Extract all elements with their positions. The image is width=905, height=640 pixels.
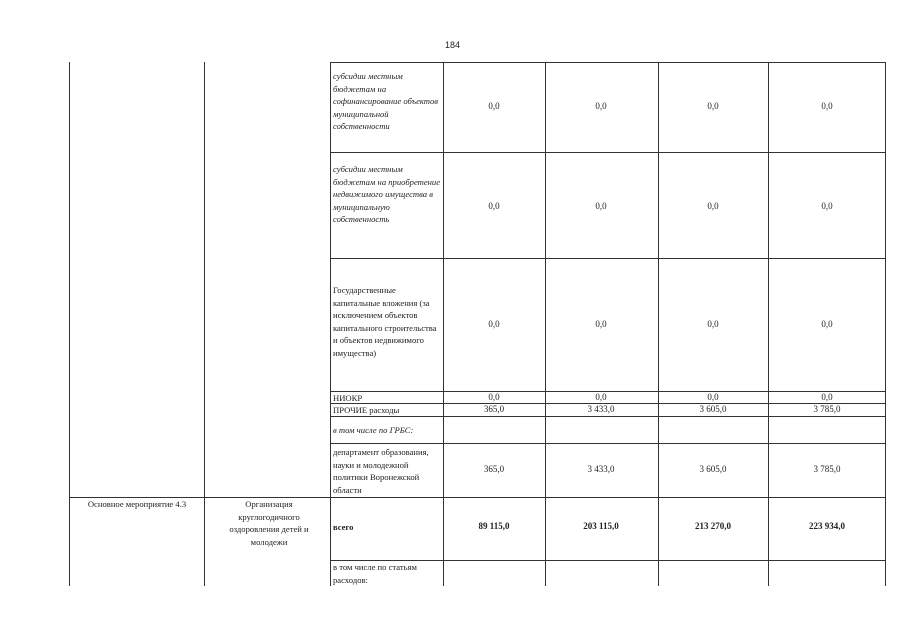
grid-line: [330, 62, 886, 63]
cell-value: 0,0: [707, 201, 719, 211]
cell-value: 0,0: [595, 101, 607, 111]
grid-line: [204, 62, 205, 586]
row-label: в том числе по ГРБС:: [333, 425, 414, 435]
page-number: 184: [444, 40, 461, 50]
cell-value: 0,0: [821, 201, 833, 211]
activity-code: Основное мероприятие 4.3: [87, 499, 187, 509]
cell-value: 0,0: [707, 101, 719, 111]
cell-value: 89 115,0: [478, 521, 510, 531]
grid-line: [330, 258, 886, 259]
row-label: субсидии местным бюджетам на софинансирование объектов муниципальной собственности: [333, 71, 439, 132]
cell-value: 0,0: [707, 392, 719, 402]
cell-value: 0,0: [595, 319, 607, 329]
grid-line: [885, 62, 886, 586]
cell-value: 0,0: [821, 392, 833, 402]
cell-value: 0,0: [595, 201, 607, 211]
cell-value: 203 115,0: [583, 521, 619, 531]
cell-value: 3 605,0: [699, 404, 727, 414]
grid-line: [330, 62, 331, 586]
row-label: ПРОЧИЕ расходы: [333, 405, 400, 415]
cell-value: 0,0: [821, 101, 833, 111]
row-label: в том числе по статьям расходов:: [333, 562, 417, 585]
row-label: субсидии местным бюджетам на приобретение недвижимого имущества в муниципальную собственность: [333, 164, 441, 225]
cell-value: 3 785,0: [813, 464, 841, 474]
row-label: департамент образования, науки и молодежной политики Воронежской области: [333, 447, 429, 495]
grid-line: [330, 443, 886, 444]
cell-value: 0,0: [821, 319, 833, 329]
cell-value: 0,0: [488, 101, 500, 111]
cell-value: 3 785,0: [813, 404, 841, 414]
grid-line: [545, 62, 546, 586]
row-label: всего: [333, 522, 354, 532]
cell-value: 0,0: [488, 319, 500, 329]
activity-name: Организация круглогодичного оздоровления детей и молодежи: [229, 499, 309, 547]
cell-value: 3 605,0: [699, 464, 727, 474]
cell-value: 0,0: [488, 201, 500, 211]
cell-value: 365,0: [483, 404, 505, 414]
grid-line: [330, 152, 886, 153]
cell-value: 213 270,0: [695, 521, 731, 531]
cell-value: 3 433,0: [587, 464, 615, 474]
cell-value: 0,0: [488, 392, 500, 402]
cell-value: 0,0: [707, 319, 719, 329]
grid-line: [768, 62, 769, 586]
row-label: НИОКР: [333, 393, 363, 403]
cell-value: 365,0: [483, 464, 505, 474]
grid-line: [658, 62, 659, 586]
cell-value: 0,0: [595, 392, 607, 402]
cell-value: 223 934,0: [809, 521, 845, 531]
row-label: Государственные капитальные вложения (за исключением объектов капитального строительства и объектов недвижимого имущества): [333, 285, 437, 358]
cell-value: 3 433,0: [587, 404, 615, 414]
